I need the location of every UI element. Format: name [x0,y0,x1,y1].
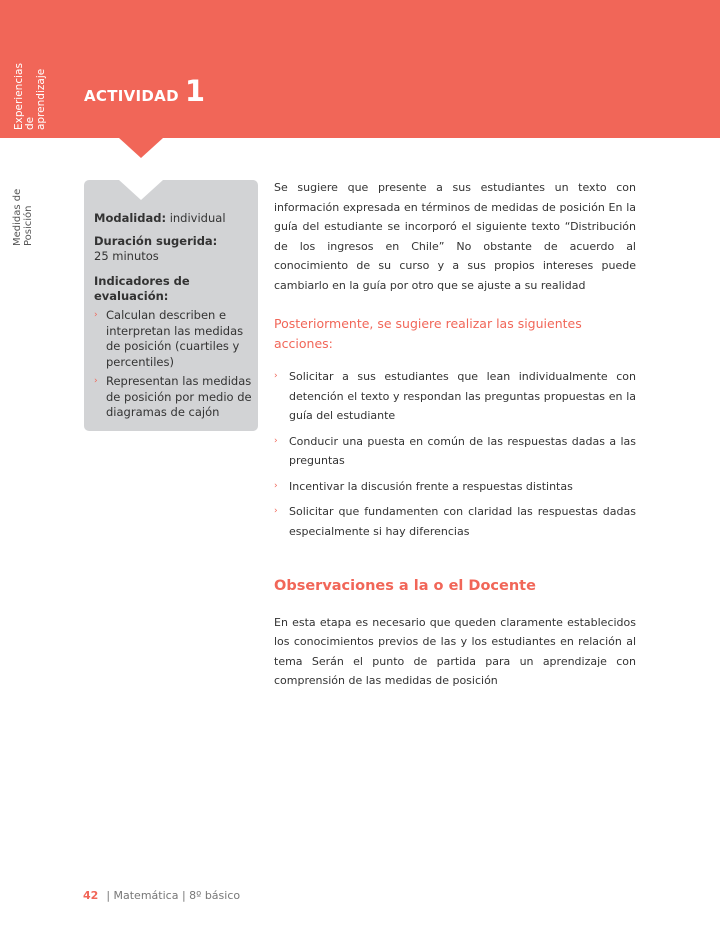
list-item: › Representan las medidas de posición por medio de diagramas de cajón [94,374,252,419]
bullet-icon: › [94,310,98,320]
info-content [94,211,254,425]
activity-number: 1 [184,74,206,108]
modalidad [94,211,254,226]
list-item: › Incentivar la discusión frente a respuestas distintas [274,477,636,497]
indicadores-label: Indicadores de evaluación: [94,274,190,303]
activity-word: ACTIVIDAD [84,87,179,105]
actions-list [274,367,636,541]
duracion-label: Duración sugerida: [94,234,218,248]
modalidad-value: individual [169,211,226,225]
topic-label: Medidas de Posición [12,188,34,246]
list-item: › Calculan describen e interpretan las medidas de posición (cuartiles y percentiles) [94,308,244,369]
section-label: Experiencias de aprendizaje [13,63,47,130]
bullet-icon: › [94,376,98,386]
modalidad-label: Modalidad: [94,211,167,225]
list-item: › Conducir una puesta en común de las respuestas dadas a las preguntas [274,432,636,471]
duracion-value: 25 minutos [94,249,159,263]
header-notch [119,138,163,158]
observations-paragraph: En esta etapa es necesario que queden claramente establecidos los conocimientos previos de las y los estudiantes en relación al tema Serán el punto de partida para un aprendizaje con comprensión de las medidas de posición [274,615,636,687]
bullet-icon: › [274,480,278,491]
activity-title [84,74,205,108]
bullet-icon: › [274,371,278,381]
list-item: › Solicitar a sus estudiantes que lean individualmente con detención el texto y respondan las preguntas propuestas en la guía del estudiante [274,367,636,426]
footer [83,889,240,902]
bullet-icon: › [274,506,278,516]
footer-subject: | Matemática | 8º básico [106,889,241,902]
indicadores [94,274,254,304]
main-content [274,178,636,691]
bullet-icon: › [274,435,278,446]
list-item: › Solicitar que fundamenten con claridad las respuestas dadas especialmente si hay diferencias [274,502,636,541]
indicadores-list [94,308,254,421]
header-banner [0,0,720,138]
page-number: 42 [83,889,99,902]
info-box-notch [119,180,163,200]
duracion [94,234,254,264]
actions-subheading: Posteriormente, se sugiere realizar las siguientes acciones: [274,316,582,351]
intro-paragraph: Se sugiere que presente a sus estudiantes un texto con información expresada en términos de medidas de posición En la guía del estudiante se incorporó el siguiente texto “Distribución de los ingresos en Chile” No obstante de acuerdo al conocimiento de su curso y a sus propios intereses puede cambiarlo en la guía por otro que se ajuste a su realidad [274,181,636,292]
observations-heading: Observaciones a la o el Docente [274,578,536,594]
